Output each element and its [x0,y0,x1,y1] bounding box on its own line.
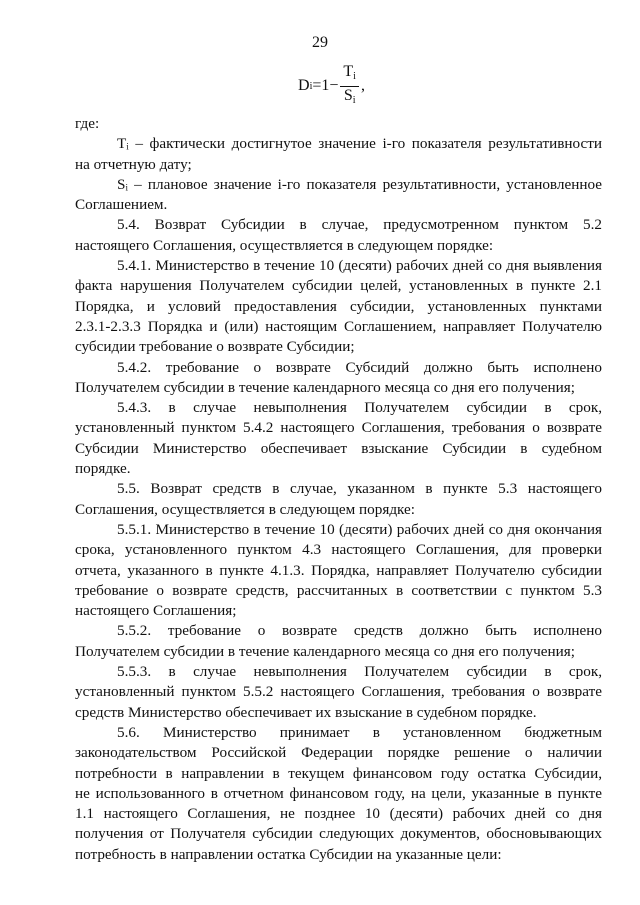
paragraph-5-4-3: 5.4.3. в случае невыполнения Получателем субсидии в срок, установленный пунктом 5.4.2 настоящего Соглашения, требования о возврате Субсидии Министерство обеспечивает взыскание Субсидии в судебном порядке. [75,399,602,478]
paragraph-5-4-2: 5.4.2. требование о возврате Субсидий должно быть исполнено Получателем субсидии в течение календарного месяца со дня его получения; [75,358,602,396]
paragraph-5-5: 5.5. Возврат средств в случае, указанном в пункте 5.3 настоящего Соглашения, осуществляется в следующем порядке: [75,480,602,518]
paragraph-where: где: [75,115,100,132]
formula-lhs: D [298,77,310,94]
paragraph-si-definition: Sᵢ – плановое значение i-го показателя результативности, установленное Соглашением. [75,175,602,214]
paragraph-5-4: 5.4. Возврат Субсидии в случае, предусмотренном пунктом 5.2 настоящего Соглашения, осуществляется в следующем порядке: [75,216,602,254]
formula-tail: , [360,77,365,94]
formula-denominator: $S_i$ [343,86,356,106]
formula-equals: =1− [312,77,339,94]
formula-numerator: $T_i$ [340,63,359,87]
formula-lhs-subscript: i [309,80,313,92]
paragraph-5-5-3: 5.5.3. в случае невыполнения Получателем субсидии в срок, установленный пунктом 5.5.2 настоящего Соглашения, требования о возврате средств Министерство обеспечивает их взыскание в судебном порядке. [75,663,602,721]
paragraph-5-6: 5.6. Министерство принимает в установленном бюджетным законодательством Российской Федерации порядке решение о наличии потребности в направлении в текущем финансовом году остатка Субсидии, не использованного в отчетном финансовом году, на цели, указанные в пункте 1.1 настоящего Соглашения, не позднее 10 (десяти) рабочих дней со дня получения от Получателя субсидии следующих документов, обосновывающих потребность в направлении остатка Субсидии на указанные цели: [75,723,602,863]
formula [298,60,365,112]
paragraph-5-4-1: 5.4.1. Министерство в течение 10 (десяти) рабочих дней со дня выявления факта нарушения Получателем субсидии целей, установленных в пункте 2.1 Порядка, и условий предоставления субсидии, установленных пунктами 2.3.1-2.3.3 Порядка и (или) настоящим Соглашением, направляет Получателю субсидии требование о возврате Субсидии; [75,257,602,356]
page-number: 29 [312,34,328,51]
paragraph-5-5-1: 5.5.1. Министерство в течение 10 (десяти) рабочих дней со дня окончания срока, установленного пунктом 4.3 настоящего Соглашения, для проверки отчета, указанного в пункте 4.1.3. Порядка, направляет Получателю субсидии требование о возврате средств, рассчитанных в соответствии с пунктом 5.3 настоящего Соглашения; [75,520,602,620]
formula-fraction [340,63,359,110]
document-body [75,114,602,865]
paragraph-5-5-2: 5.5.2. требование о возврате средств должно быть исполнено Получателем субсидии в течение календарного месяца со дня его получения; [75,622,602,660]
paragraph-ti-definition: Тᵢ – фактически достигнутое значение i-го показателя результативности на отчетную дату; [75,135,602,173]
